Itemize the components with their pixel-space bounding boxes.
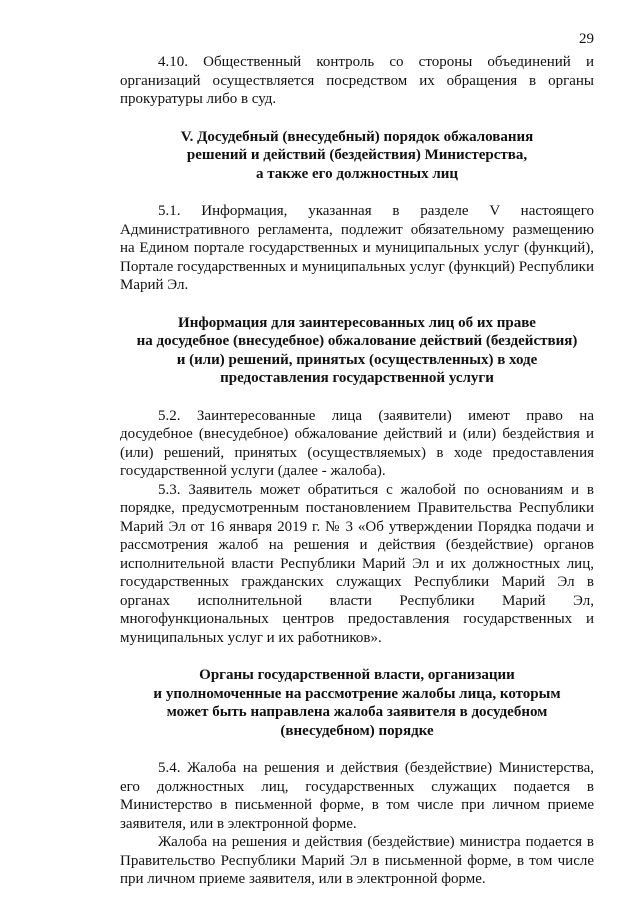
heading-line: а также его должностных лиц bbox=[255, 165, 459, 182]
section-v-heading bbox=[120, 128, 594, 184]
heading-line: предоставления государственной услуги bbox=[220, 370, 494, 386]
heading-line: Информация для заинтересованных лиц об их праве bbox=[178, 314, 536, 331]
heading-line: решений и действий (бездействия) Министерства, bbox=[186, 147, 528, 163]
paragraph-5-4: 5.4. Жалоба на решения и действия (бездействие) Министерства, его должностных лиц, государственных служащих подается в Министерство в письменной форме, в том числе при личном приеме заявителя, или в электронной форме. bbox=[120, 760, 594, 832]
page-number: 29 bbox=[579, 31, 594, 47]
heading-line: на досудебное (внесудебное) обжалование действий (бездействия) bbox=[136, 333, 578, 349]
heading-line: и (или) решений, принятых (осуществленных) в ходе bbox=[176, 351, 538, 368]
heading-line: может быть направлена жалоба заявителя в досудебном bbox=[166, 704, 548, 720]
heading-line: (внесудебном) порядке bbox=[280, 722, 434, 739]
paragraph-minister-complaint: Жалоба на решения и действия (бездействие) министра подается в Правительство Республики Марий Эл в письменной форме, в том числе при личном приеме заявителя, или в электронной форме. bbox=[120, 834, 594, 887]
heading-line: и уполномоченные на рассмотрение жалобы лица, которым bbox=[153, 685, 561, 702]
subsection-heading-authorities bbox=[120, 666, 594, 740]
paragraph-5-2: 5.2. Заинтересованные лица (заявители) имеют право на досудебное (внесудебное) обжалование действий и (или) бездействия и (или) решений, принятых (осуществляемых) в ходе предоставления государственной услуги (далее - жалоба). bbox=[120, 407, 594, 479]
heading-line: V. Досудебный (внесудебный) порядок обжалования bbox=[180, 128, 534, 145]
heading-line: Органы государственной власти, организации bbox=[199, 667, 515, 683]
subsection-heading-rights bbox=[120, 314, 594, 388]
paragraph-4-10: 4.10. Общественный контроль со стороны объединений и организаций осуществляется посредством их обращения в органы прокуратуры либо в суд. bbox=[120, 54, 594, 107]
paragraph-5-1: 5.1. Информация, указанная в разделе V настоящего Административного регламента, подлежит обязательному размещению на Едином портале государственных и муниципальных услуг (функций), Портале государственных и муниципальных услуг (функций) Республики Марий Эл. bbox=[120, 203, 594, 293]
document-body bbox=[120, 53, 594, 889]
paragraph-5-3: 5.3. Заявитель может обратиться с жалобой по основаниям и в порядке, предусмотренным постановлением Правительства Республики Марий Эл от 16 января 2019 г. № 3 «Об утверждении Порядка подачи и рассмотрения жалоб на решения и действия (бездействие) органов исполнительной власти Республики Марий Эл и их должностных лиц, государственных гражданских служащих Республики Марий Эл в органах исполнительной власти Республики Марий Эл, многофункциональных центров предоставления государственных и муниципальных услуг и их работников». bbox=[120, 481, 594, 646]
